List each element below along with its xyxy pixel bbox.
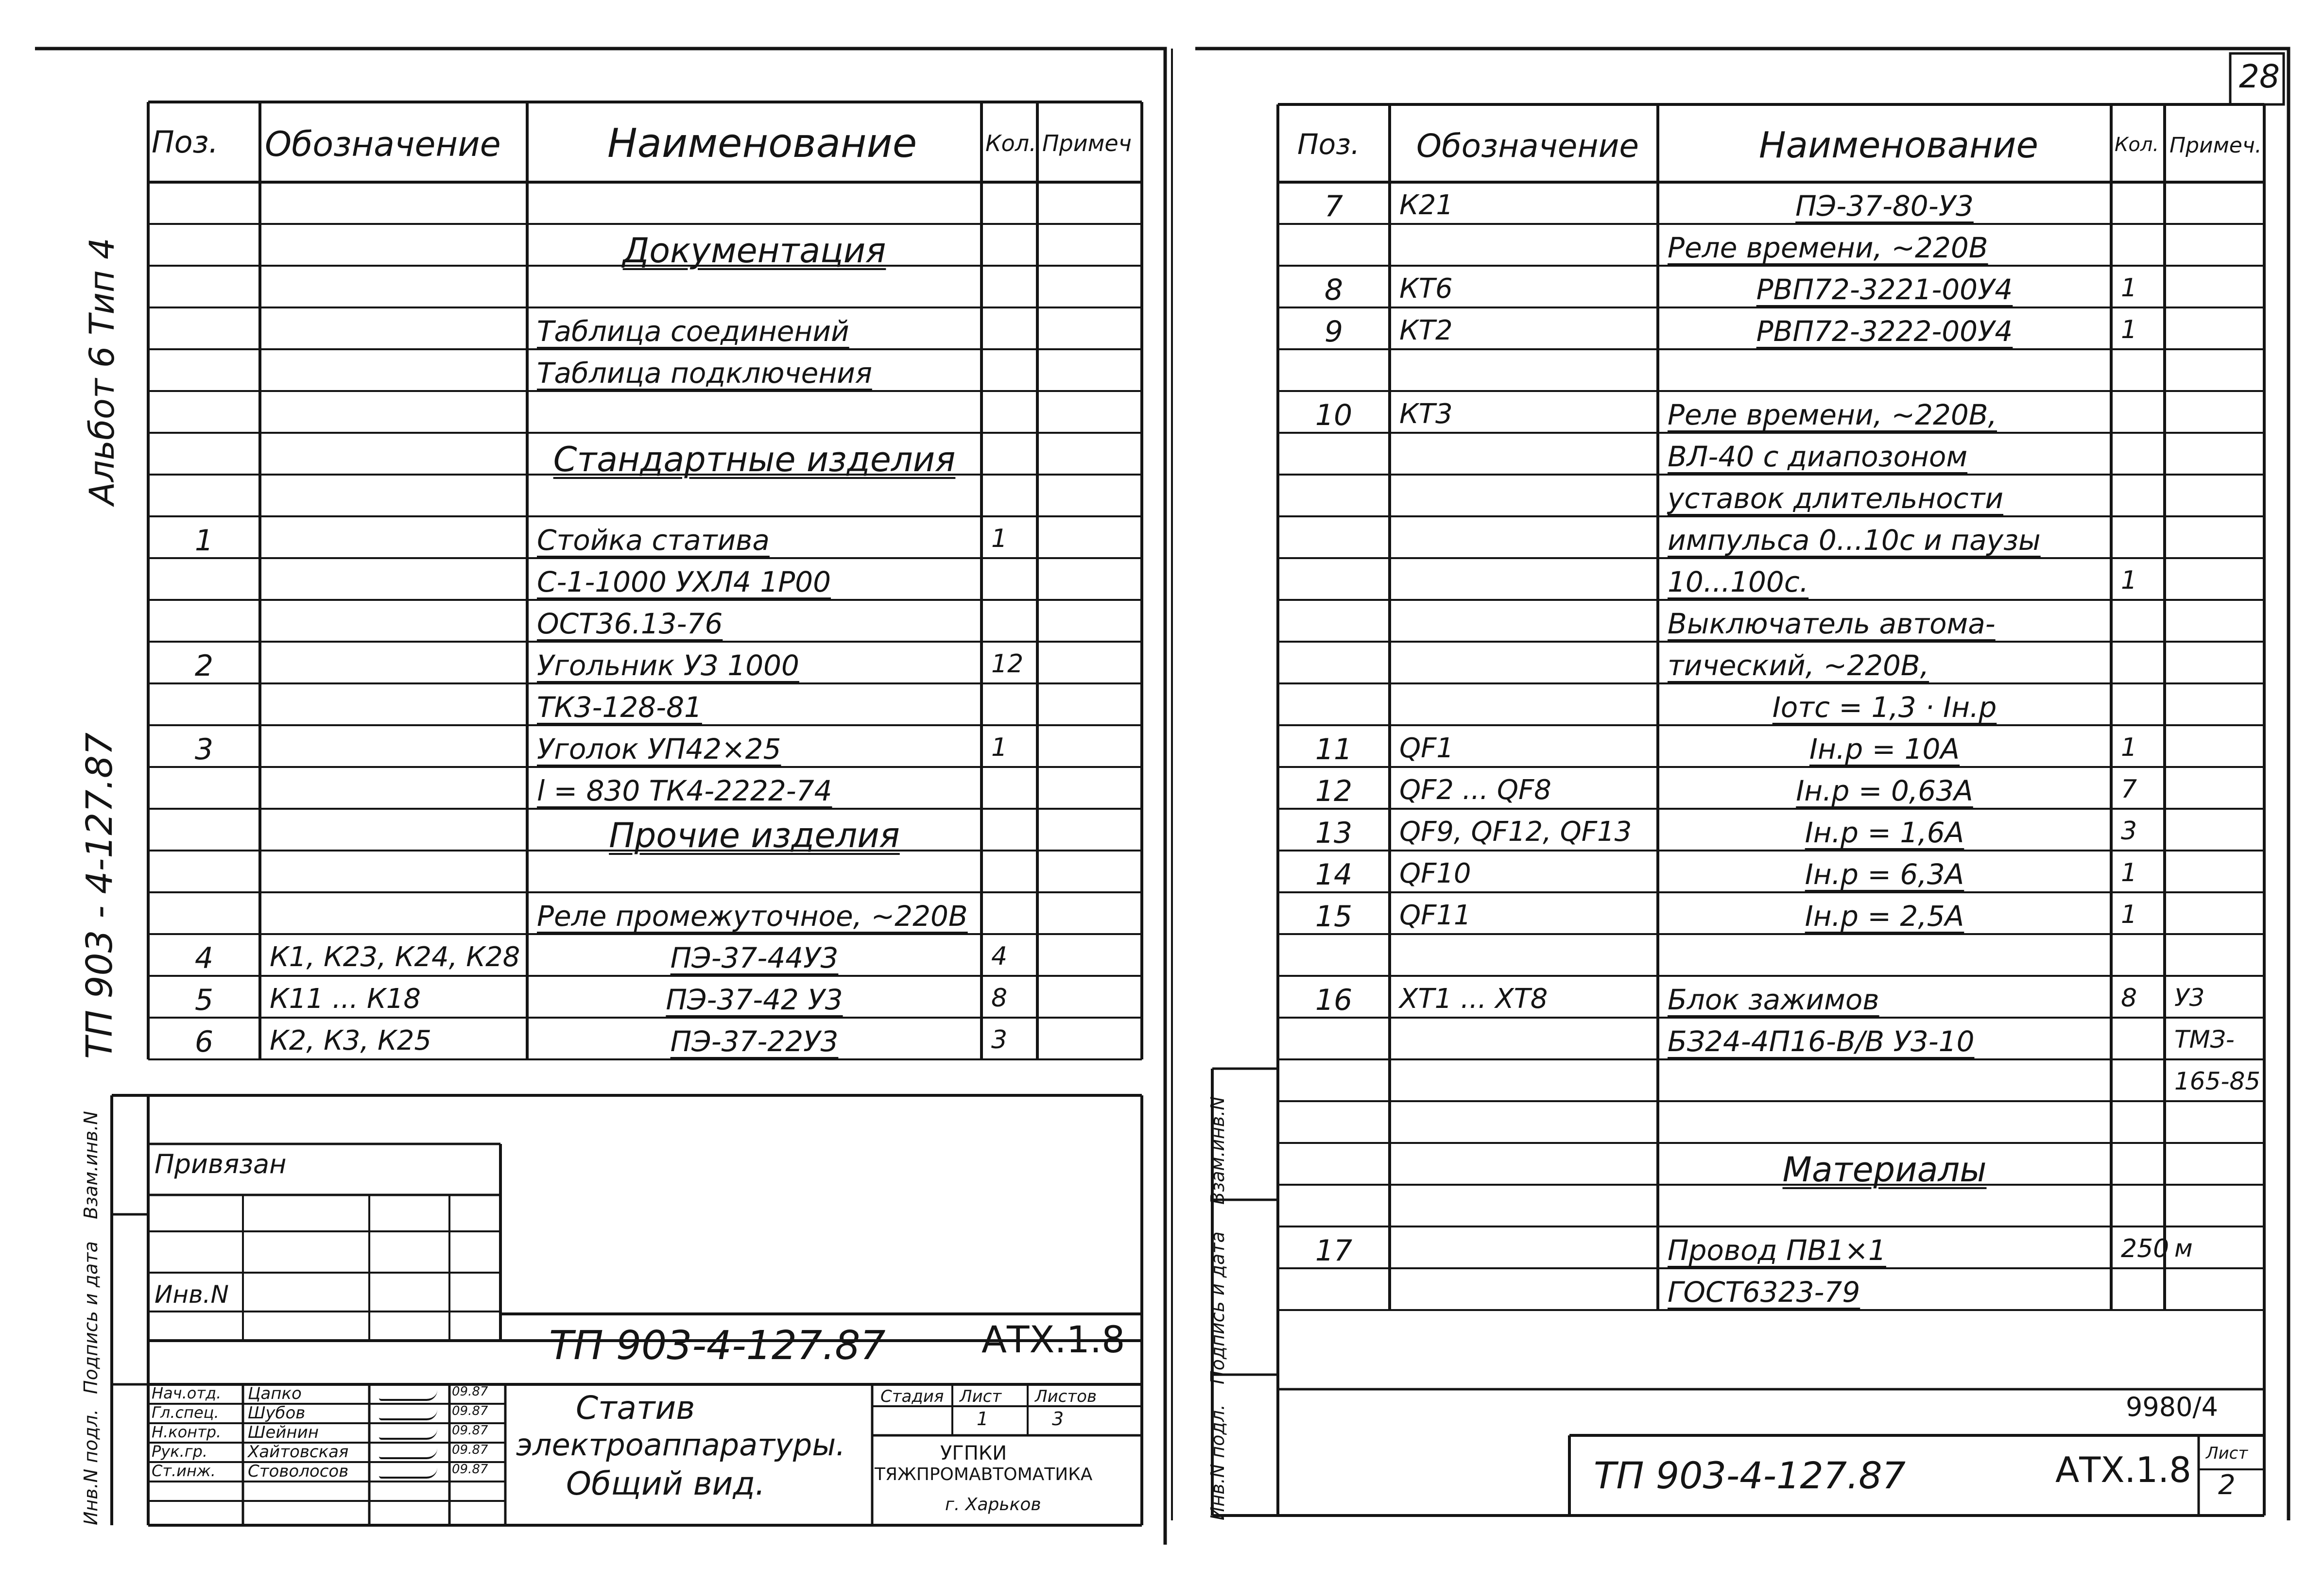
right-row-name: Iн.р = 0,63А (1796, 774, 1973, 807)
signer-name: Стоволосов (248, 1462, 349, 1481)
right-row-name: РВП72-3221-00У4 (1756, 273, 2013, 306)
signer-role: Н.контр. (152, 1423, 222, 1441)
right-row-pos: 9 (1324, 315, 1343, 349)
stage-label: Стадия (880, 1387, 944, 1406)
right-row-qty: 8 (2121, 984, 2137, 1013)
org-line-3: г. Харьков (945, 1495, 1041, 1515)
left-row-name: ОСТ36.13-76 (537, 607, 723, 640)
right-row-qty: 1 (2121, 273, 2137, 303)
right-row-pos: 12 (1315, 774, 1353, 808)
right-row-pos: 11 (1315, 732, 1353, 766)
margin-label-inv-right: Инв.N подл. (1207, 1404, 1228, 1520)
right-row-code: КТ6 (1399, 273, 1453, 305)
sheets-value: 3 (1052, 1408, 1064, 1430)
signer-name: Шубов (248, 1403, 306, 1423)
left-row-qty: 1 (991, 733, 1008, 762)
left-header-code: Обозначение (265, 124, 501, 164)
right-row-name: ГОСТ6323-79 (1668, 1276, 1860, 1309)
right-row-name: Iотс = 1,3 · Iн.р (1772, 691, 1997, 724)
right-row-note: У3 (2174, 984, 2205, 1012)
signer-date: 09.87 (452, 1443, 488, 1457)
signer-date: 09.87 (452, 1404, 488, 1418)
left-header-qty: Кол. (985, 130, 1036, 156)
stamp-title-line-1: Статив (576, 1389, 695, 1427)
right-row-name: импульса 0...10с и паузы (1668, 524, 2041, 557)
left-row-name: Прочие изделия (609, 816, 900, 855)
left-row-name: Реле промежуточное, ~220В (537, 900, 968, 933)
right-row-qty: 7 (2121, 775, 2137, 804)
right-row-note: 165-85 (2174, 1067, 2261, 1095)
right-row-pos: 16 (1315, 983, 1353, 1017)
right-row-note: м (2174, 1234, 2193, 1262)
signer-date: 09.87 (452, 1462, 488, 1477)
signer-name: Цапко (248, 1384, 302, 1403)
right-stamp-doc: АТХ.1.8 (2055, 1449, 2191, 1490)
left-row-name: ПЭ-37-22У3 (670, 1025, 839, 1058)
project-side-label: ТП 903 - 4-127.87 (79, 732, 121, 1059)
left-row-name: ТК3-128-81 (537, 691, 702, 724)
right-row-name: Реле времени, ~220В, (1668, 398, 1997, 431)
left-row-code: К2, К3, К25 (270, 1025, 431, 1056)
right-row-code: ХТ1 ... ХТ8 (1399, 983, 1548, 1015)
left-row-name: l = 830 ТК4-2222-74 (537, 774, 832, 807)
margin-label-sign-right: Подпись и дата (1207, 1231, 1228, 1384)
right-row-name: Iн.р = 10А (1809, 732, 1960, 766)
right-row-name: РВП72-3222-00У4 (1756, 315, 2013, 348)
org-line-2: ТЯЖПРОМАВТОМАТИКА (875, 1465, 1093, 1484)
right-row-name: Провод ПВ1×1 (1668, 1234, 1886, 1267)
right-row-code: QF1 (1399, 732, 1454, 764)
margin-label-inv-left: Инв.N подл. (80, 1409, 102, 1525)
signature-mark (379, 1410, 437, 1420)
left-row-code: К1, К23, К24, К28 (270, 941, 520, 973)
right-row-note: ТМЗ- (2174, 1025, 2235, 1054)
left-header-note: Примеч (1042, 130, 1132, 156)
left-row-qty: 12 (991, 649, 1024, 679)
left-row-name: Таблица соединений (537, 315, 849, 348)
right-row-code: КТ3 (1399, 398, 1453, 430)
sheet-value: 1 (977, 1408, 989, 1430)
left-row-pos: 4 (194, 941, 214, 975)
org-line-1: УГПКИ (940, 1442, 1007, 1465)
left-row-code: К11 ... К18 (270, 983, 421, 1015)
right-row-name: Iн.р = 2,5А (1805, 900, 1964, 933)
right-row-code: К21 (1399, 189, 1454, 221)
right-row-name: тический, ~220В, (1668, 649, 1929, 682)
left-row-pos: 1 (194, 524, 214, 558)
sheet-label: Лист (960, 1387, 1002, 1406)
right-row-name: БЗ24-4П16-В/В У3-10 (1668, 1025, 1975, 1058)
signer-date: 09.87 (452, 1384, 488, 1399)
right-header-qty: Кол. (2115, 134, 2159, 156)
right-header-pos: Поз. (1297, 128, 1360, 161)
left-row-name: ПЭ-37-42 У3 (666, 983, 843, 1016)
left-row-pos: 5 (194, 983, 214, 1017)
right-sheet-value: 2 (2218, 1469, 2236, 1501)
right-row-name: Iн.р = 6,3А (1805, 858, 1964, 891)
left-header-name: Наименование (607, 120, 917, 167)
left-row-qty: 4 (991, 942, 1008, 971)
right-row-pos: 13 (1315, 816, 1353, 850)
right-row-name: ПЭ-37-80-У3 (1795, 189, 1974, 222)
sheets-label: Листов (1035, 1387, 1097, 1406)
right-row-code: QF11 (1399, 900, 1471, 931)
signature-mark (379, 1468, 437, 1479)
right-row-code: КТ2 (1399, 315, 1453, 346)
right-row-name: Iн.р = 1,6А (1805, 816, 1964, 849)
left-stamp-code: ТП 903-4-127.87 (549, 1323, 886, 1369)
left-stamp-doc: АТХ.1.8 (981, 1318, 1125, 1361)
right-row-qty: 1 (2121, 315, 2137, 344)
right-row-name: ВЛ-40 с диапозоном (1668, 440, 1968, 473)
right-header-note: Примеч. (2169, 133, 2262, 158)
right-row-name: Блок зажимов (1668, 983, 1879, 1016)
right-row-pos: 8 (1324, 273, 1343, 307)
signer-date: 09.87 (452, 1423, 488, 1438)
right-row-pos: 7 (1324, 189, 1343, 223)
right-sheet-label: Лист (2206, 1444, 2248, 1463)
right-row-pos: 15 (1315, 900, 1353, 934)
right-row-qty: 1 (2121, 858, 2137, 887)
right-row-name: Материалы (1782, 1150, 1987, 1190)
album-label: Альбот 6 Тип 4 (82, 238, 122, 505)
right-row-code: QF9, QF12, QF13 (1399, 816, 1632, 848)
archive-number: 9980/4 (2126, 1392, 2218, 1422)
right-row-code: QF2 ... QF8 (1399, 774, 1551, 806)
right-row-code: QF10 (1399, 858, 1471, 889)
signature-mark (379, 1429, 437, 1440)
left-row-name: Стандартные изделия (553, 440, 956, 479)
stamp-title-line-2: электроаппаратуры. (516, 1427, 845, 1463)
inv-number-label: Инв.N (155, 1280, 229, 1309)
signer-role: Гл.спец. (152, 1403, 219, 1422)
signature-mark (379, 1390, 437, 1401)
margin-label-replace-right: Взам.инв.N (1207, 1096, 1228, 1205)
left-row-qty: 3 (991, 1025, 1008, 1055)
right-row-qty: 250 (2121, 1234, 2169, 1263)
right-header-code: Обозначение (1416, 127, 1639, 165)
margin-label-replace-left: Взам.инв.N (80, 1111, 102, 1219)
left-row-name: Угольник У3 1000 (537, 649, 799, 682)
right-row-pos: 17 (1315, 1234, 1353, 1268)
left-row-name: С-1-1000 УХЛ4 1Р00 (537, 565, 831, 598)
stamp-title-line-3: Общий вид. (566, 1465, 765, 1502)
signature-mark (379, 1448, 437, 1459)
right-row-name: 10...100с. (1668, 565, 1809, 598)
right-row-qty: 1 (2121, 733, 2137, 762)
right-stamp-code: ТП 903-4-127.87 (1594, 1454, 1906, 1497)
left-row-name: Уголок УП42×25 (537, 732, 781, 766)
right-row-qty: 3 (2121, 817, 2137, 846)
left-row-pos: 6 (194, 1025, 214, 1059)
left-row-qty: 1 (991, 524, 1008, 553)
right-row-pos: 10 (1315, 398, 1353, 432)
right-row-name: уставок длительности (1668, 482, 2004, 515)
right-row-pos: 14 (1315, 858, 1353, 892)
signer-role: Рук.гр. (152, 1442, 208, 1461)
bound-label: Привязан (155, 1149, 287, 1179)
margin-label-sign-left: Подпись и дата (80, 1241, 102, 1394)
right-header-name: Наименование (1759, 124, 2039, 166)
signer-role: Ст.инж. (152, 1462, 216, 1480)
left-row-name: ПЭ-37-44У3 (670, 941, 839, 974)
left-row-name: Стойка статива (537, 524, 770, 557)
right-row-qty: 1 (2121, 900, 2137, 929)
left-row-name: Таблица подключения (537, 357, 872, 390)
page-number: 28 (2239, 58, 2280, 95)
right-row-name: Реле времени, ~220В (1668, 231, 1988, 264)
left-row-qty: 8 (991, 984, 1008, 1013)
left-row-pos: 2 (194, 649, 214, 683)
right-row-qty: 1 (2121, 566, 2137, 595)
right-row-name: Выключатель автома- (1668, 607, 1996, 640)
signer-name: Шейнин (248, 1423, 319, 1442)
left-row-name: Документация (622, 231, 886, 271)
signer-role: Нач.отд. (152, 1384, 222, 1402)
signer-name: Хайтовская (248, 1442, 349, 1462)
left-row-pos: 3 (194, 732, 214, 766)
left-header-pos: Поз. (152, 124, 219, 160)
